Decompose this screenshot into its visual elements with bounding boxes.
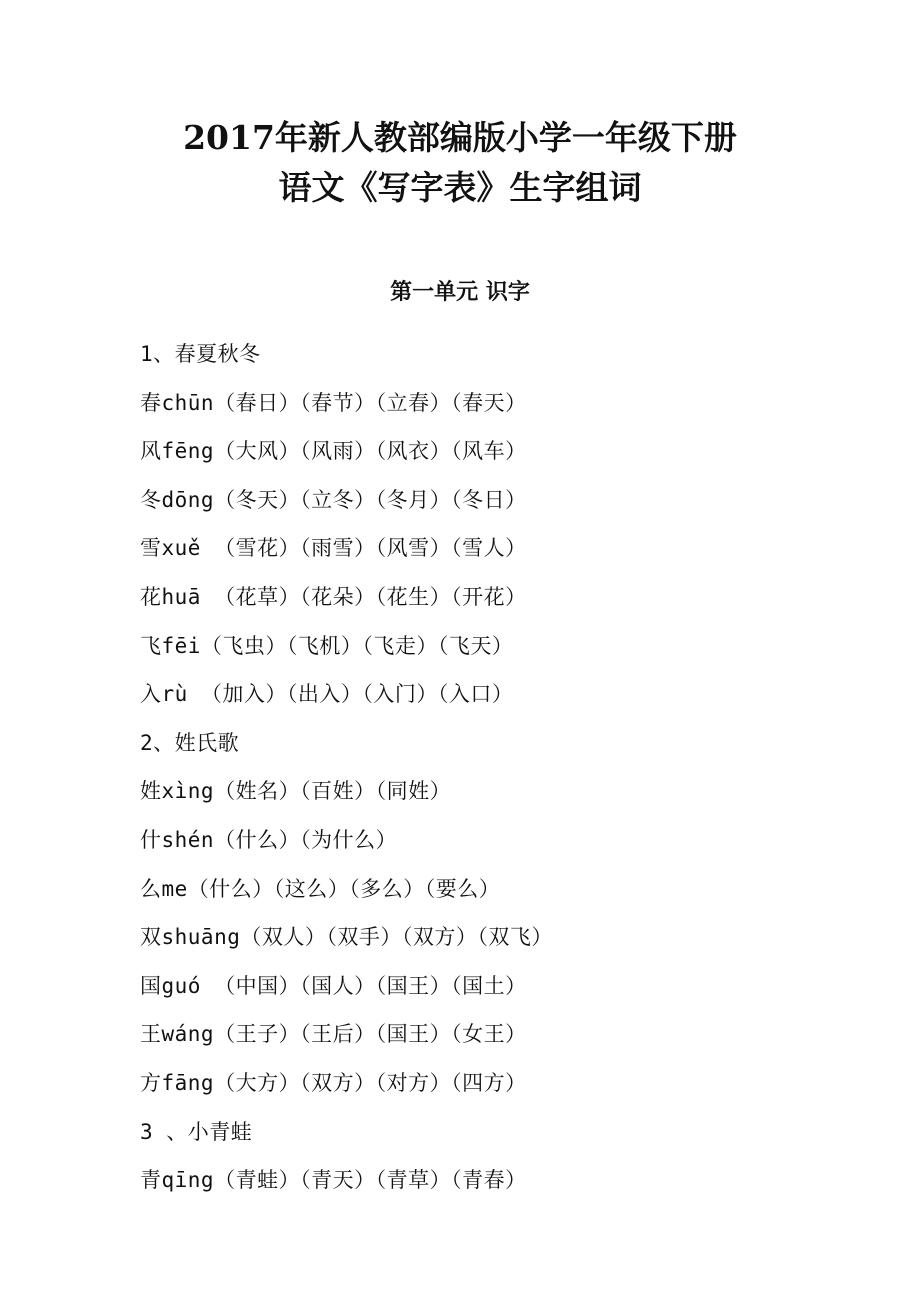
character-entry: 姓xìng（姓名）（百姓）（同姓） <box>140 779 452 804</box>
word-list <box>140 336 880 1211</box>
lesson-heading: 1、春夏秋冬 <box>140 342 261 366</box>
unit-heading: 第一单元 识字 <box>390 280 530 305</box>
lesson-heading: 2、姓氏歌 <box>140 730 240 755</box>
character-entry: 入rù （加入）（出入）（入门）（入口） <box>140 682 514 707</box>
character-entry: 什shén（什么）（为什么） <box>140 827 398 852</box>
character-entry: 风fēng（大风）（风雨）（风衣）（风车） <box>140 439 527 464</box>
character-entry: 花huā （花草）（花朵）（花生）（开花） <box>140 584 527 609</box>
character-entry: 双shuāng（双人）（双手）（双方）（双飞） <box>140 925 553 950</box>
character-entry: 方fāng（大方）（双方）（对方）（四方） <box>140 1070 527 1095</box>
character-entry: 王wáng（王子）（王后）（国王）（女王） <box>140 1022 527 1047</box>
character-entry: 雪xuě （雪花）（雨雪）（风雪）（雪人） <box>140 536 527 561</box>
lesson-heading: 3 、小青蛙 <box>140 1119 253 1144</box>
character-entry: 国guó （中国）（国人）（国王）（国土） <box>140 973 527 998</box>
document-title-line-2: 语文《写字表》生字组词 <box>278 168 642 207</box>
character-entry: 飞fēi（飞虫）（飞机）（飞走）（飞天） <box>140 633 514 658</box>
character-entry: 青qīng（青蛙）（青天）（青草）（青春） <box>140 1168 527 1193</box>
character-entry: 么me（什么）（这么）（多么）（要么） <box>140 876 501 901</box>
character-entry: 春chūn（春日）（春节）（立春）（春天） <box>140 390 527 415</box>
character-entry: 冬dōng（冬天）（立冬）（冬月）（冬日） <box>140 487 527 512</box>
document-title-line-1: 2017年新人教部编版小学一年级下册 <box>183 118 737 157</box>
